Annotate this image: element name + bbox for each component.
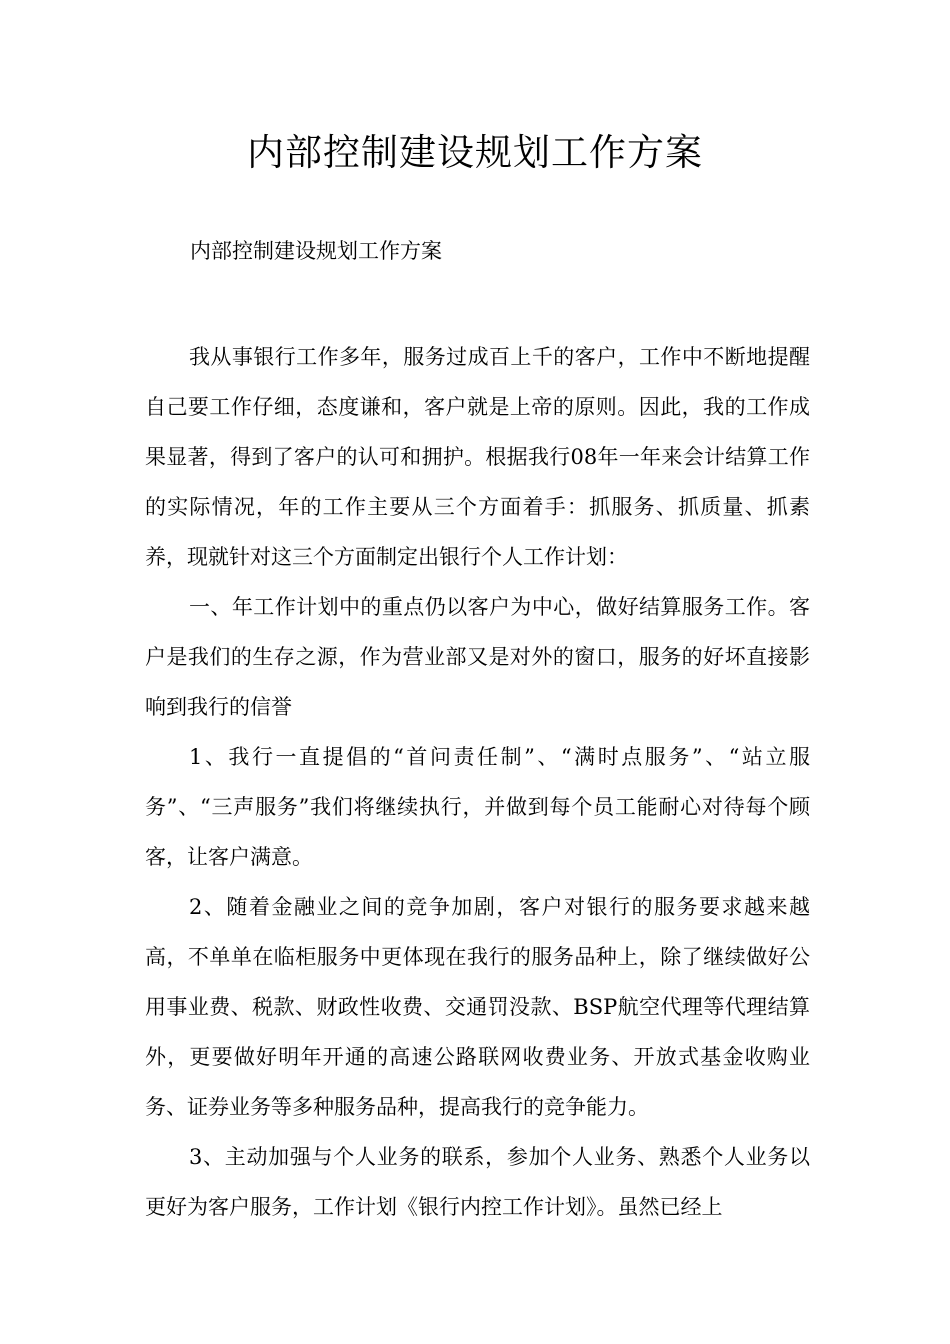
document-subtitle: 内部控制建设规划工作方案 [190,239,442,263]
paragraph-section-1: 一、年工作计划中的重点仍以客户为中心，做好结算服务工作。客户是我们的生存之源，作为营业部又是对外的窗口，服务的好坏直接影响到我行的信誉 [145,595,810,719]
paragraph-item-2: 2、随着金融业之间的竞争加剧，客户对银行的服务要求越来越高，不单单在临柜服务中更体现在我行的服务品种上，除了继续做好公用事业费、税款、财政性收费、交通罚没款、BSP航空代理等代理结算外，更要做好明年开通的高速公路联网收费业务、开放式基金收购业务、证券业务等多种服务品种，提高我行的竞争能力。 [145,895,810,1119]
paragraph-intro: 我从事银行工作多年，服务过成百上千的客户，工作中不断地提醒自己要工作仔细，态度谦和，客户就是上帝的原则。因此，我的工作成果显著，得到了客户的认可和拥护。根据我行08年一年来会计结算工作的实际情况，年的工作主要从三个方面着手：抓服务、抓质量、抓素养，现就针对这三个方面制定出银行个人工作计划： [145,345,810,569]
document-title: 内部控制建设规划工作方案 [247,131,703,174]
document-body [145,332,810,1232]
paragraph-item-1: 1、我行一直提倡的“首问责任制”、“满时点服务”、“站立服务”、“三声服务”我们将继续执行，并做到每个员工能耐心对待每个顾客，让客户满意。 [145,745,810,869]
paragraph-item-3: 3、主动加强与个人业务的联系，参加个人业务、熟悉个人业务以更好为客户服务，工作计划《银行内控工作计划》。虽然已经上 [145,1145,810,1219]
